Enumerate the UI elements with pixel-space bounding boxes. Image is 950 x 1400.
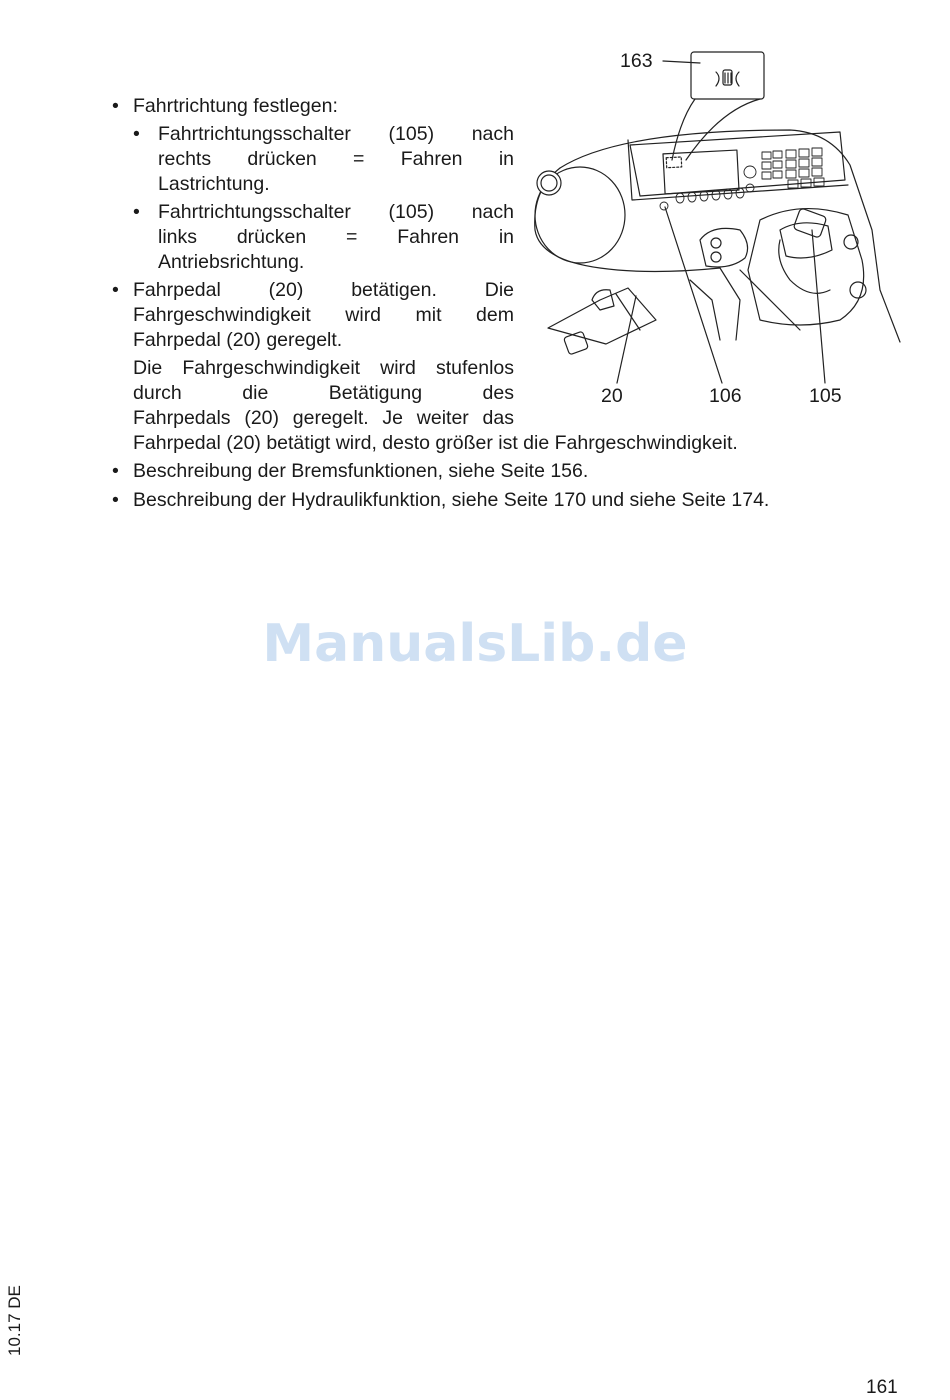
paragraph-line: Fahrgeschwindigkeit wird mit dem <box>133 304 514 326</box>
paragraph-line: Fahrpedals (20) geregelt. Je weiter das <box>133 407 514 429</box>
page-number: 161 <box>866 1377 898 1398</box>
callout-20: 20 <box>601 385 623 407</box>
list-item: Beschreibung der Bremsfunktionen, siehe Seite 156. <box>133 460 589 482</box>
list-item: Beschreibung der Hydraulikfunktion, siehe Seite 170 und siehe Seite 174. <box>133 489 770 511</box>
callout-105: 105 <box>809 385 842 407</box>
sub-item-line: Fahrtrichtungsschalter (105) nach <box>158 123 514 145</box>
operator-console-figure <box>520 40 920 410</box>
paragraph-line: Die Fahrgeschwindigkeit wird stufenlos <box>133 357 514 379</box>
paragraph-line: Fahrpedal (20) geregelt. <box>133 329 343 351</box>
console-drawing <box>520 40 920 410</box>
edition-label: 10.17 DE <box>5 1285 24 1356</box>
sub-item-line: Antriebsrichtung. <box>158 251 305 273</box>
bullet: • <box>112 279 119 301</box>
sub-item-line: Fahrtrichtungsschalter (105) nach <box>158 201 514 223</box>
bullet: • <box>112 95 119 117</box>
sub-item-line: links drücken = Fahren in <box>158 226 514 248</box>
paragraph-line: durch die Betätigung des <box>133 382 514 404</box>
paragraph-line: Fahrpedal (20) betätigt wird, desto größer ist die Fahrgeschwindigkeit. <box>133 432 738 454</box>
bullet: • <box>133 123 140 145</box>
callout-163: 163 <box>620 50 653 72</box>
list-item-heading: Fahrtrichtung festlegen: <box>133 95 338 117</box>
sub-item-line: Lastrichtung. <box>158 173 270 195</box>
callout-106: 106 <box>709 385 742 407</box>
bullet: • <box>112 489 119 511</box>
sub-item-line: rechts drücken = Fahren in <box>158 148 514 170</box>
watermark: ManualsLib.de <box>262 614 688 674</box>
bullet: • <box>133 201 140 223</box>
paragraph-line: Fahrpedal (20) betätigen. Die <box>133 279 514 301</box>
bullet: • <box>112 460 119 482</box>
